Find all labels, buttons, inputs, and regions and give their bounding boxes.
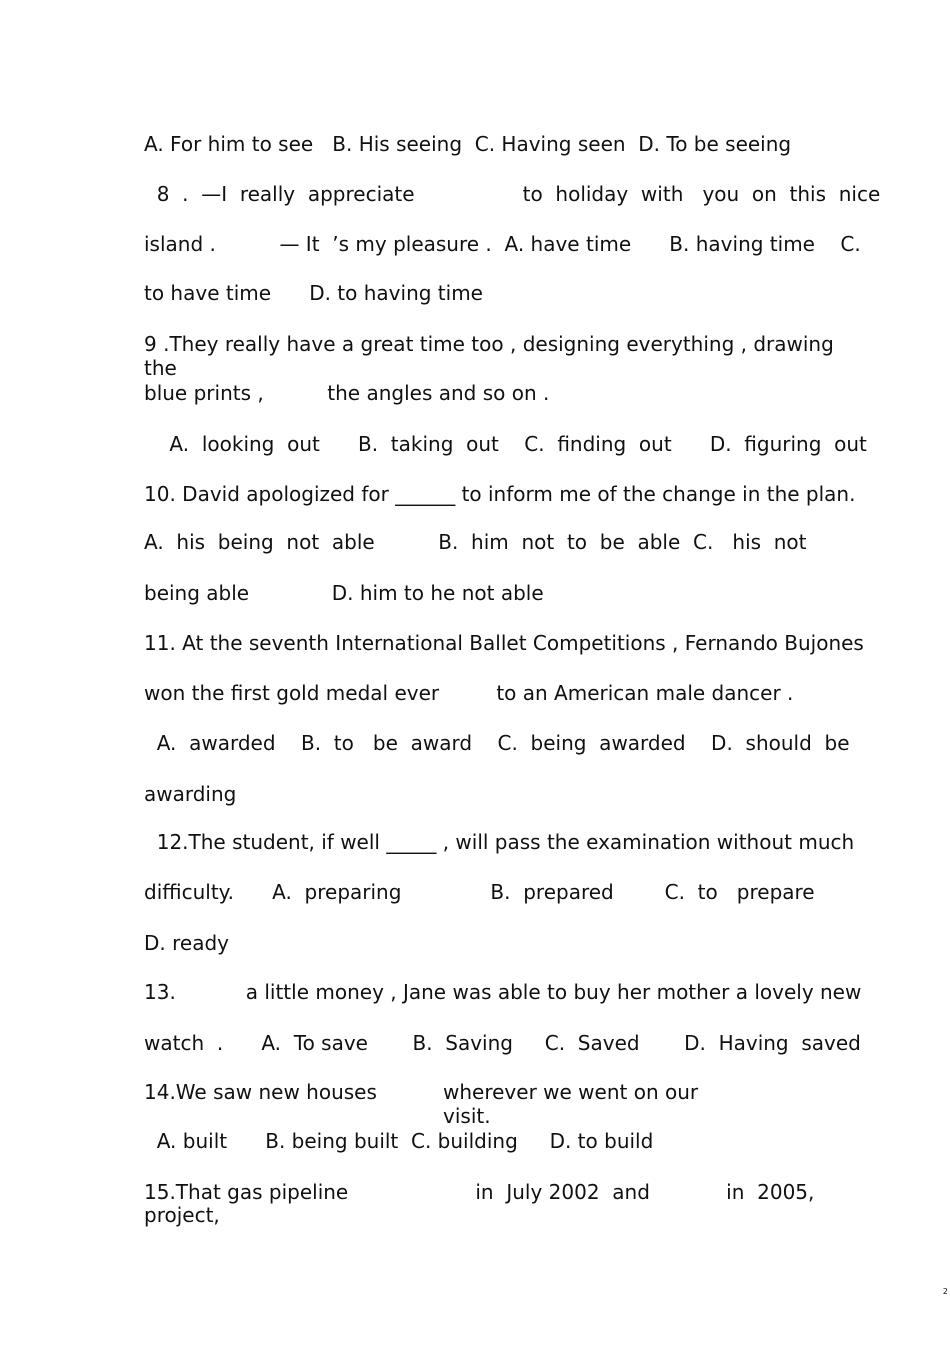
- text-line: project,: [144, 1203, 220, 1227]
- text-line: 10. David apologized for ______ to inform me of the change in the plan.: [144, 482, 856, 506]
- text-line: island . — It ’s my pleasure . A. have time B. having time C.: [144, 232, 861, 256]
- text-line: A. built B. being built C. building D. to build: [144, 1129, 654, 1153]
- text-line: blue prints , the angles and so on .: [144, 381, 550, 405]
- text-line: 15.That gas pipeline in July 2002 and in 2005,: [144, 1180, 815, 1204]
- text-line: awarding: [144, 782, 237, 806]
- text-line: D. ready: [144, 931, 229, 955]
- text-line: A. his being not able B. him not to be able C. his not: [144, 530, 807, 554]
- text-line: won the first gold medal ever to an American male dancer .: [144, 681, 794, 705]
- text-line: being able D. him to he not able: [144, 581, 544, 605]
- text-line: 12.The student, if well _____ , will pass the examination without much: [144, 830, 855, 854]
- text-line: difficulty. A. preparing B. prepared C. to prepare: [144, 880, 815, 904]
- text-line: 14.We saw new houses: [144, 1080, 377, 1104]
- text-line: wherever we went on our visit.: [443, 1080, 699, 1128]
- text-line: 9 .They really have a great time too , designing everything , drawing the: [144, 332, 834, 380]
- text-line: A. For him to see B. His seeing C. Having seen D. To be seeing: [144, 132, 792, 156]
- text-line: A. looking out B. taking out C. finding out D. figuring out: [144, 432, 867, 456]
- page-number: 2: [942, 1287, 948, 1296]
- text-line: A. awarded B. to be award C. being awarded D. should be: [144, 731, 850, 755]
- text-line: watch . A. To save B. Saving C. Saved D. Having saved: [144, 1031, 861, 1055]
- text-line: 13. a little money , Jane was able to buy her mother a lovely new: [144, 980, 862, 1004]
- text-line: to have time D. to having time: [144, 281, 483, 305]
- text-line: 11. At the seventh International Ballet Competitions , Fernando Bujones: [144, 631, 864, 655]
- text-line: 8 . —I really appreciate to holiday with you on this nice: [144, 182, 881, 206]
